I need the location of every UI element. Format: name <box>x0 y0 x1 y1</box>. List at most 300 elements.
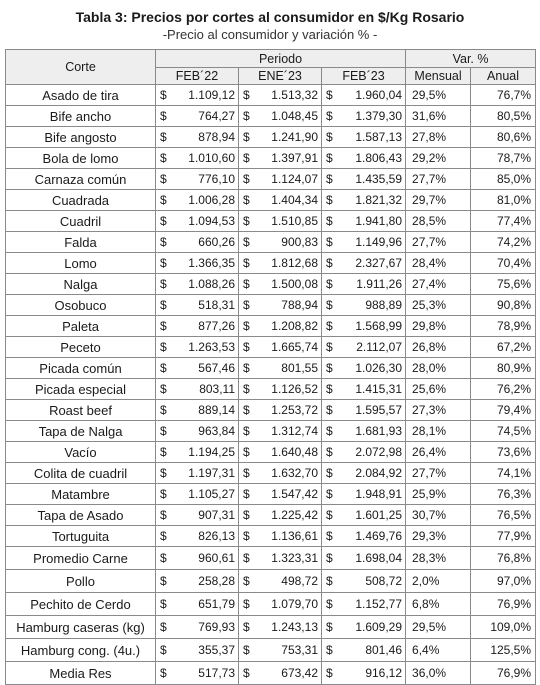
price-value: 877,26 <box>198 319 235 333</box>
cut-name: Paleta <box>6 316 156 337</box>
monthly-variation: 29,7% <box>406 190 471 211</box>
currency-symbol: $ <box>160 551 167 565</box>
currency-symbol: $ <box>243 666 250 680</box>
price-cell <box>156 662 239 685</box>
monthly-variation: 29,8% <box>406 316 471 337</box>
header-anual: Anual <box>471 68 536 85</box>
header-feb23: FEB´23 <box>322 68 406 85</box>
currency-symbol: $ <box>160 88 167 102</box>
monthly-variation: 29,5% <box>406 85 471 106</box>
annual-variation: 80,6% <box>471 127 536 148</box>
price-value: 1.124,07 <box>271 172 318 186</box>
price-cell <box>322 639 406 662</box>
price-cell <box>156 358 239 379</box>
price-cell <box>156 505 239 526</box>
price-cell <box>322 106 406 127</box>
currency-symbol: $ <box>243 508 250 522</box>
header-ene23: ENE´23 <box>239 68 322 85</box>
price-value: 1.510,85 <box>271 214 318 228</box>
table-row <box>6 148 536 169</box>
price-value: 960,61 <box>198 551 235 565</box>
currency-symbol: $ <box>326 382 333 396</box>
currency-symbol: $ <box>160 529 167 543</box>
currency-symbol: $ <box>326 597 333 611</box>
price-value: 1.105,27 <box>188 487 235 501</box>
currency-symbol: $ <box>160 109 167 123</box>
price-cell <box>322 253 406 274</box>
currency-symbol: $ <box>326 620 333 634</box>
table-title: Tabla 3: Precios por cortes al consumidor en $/Kg Rosario <box>75 9 465 25</box>
price-value: 1.109,12 <box>188 88 235 102</box>
table-row <box>6 616 536 639</box>
cut-name: Promedio Carne <box>6 547 156 570</box>
header-mensual: Mensual <box>406 68 471 85</box>
price-value: 826,13 <box>198 529 235 543</box>
currency-symbol: $ <box>243 445 250 459</box>
price-cell <box>239 358 322 379</box>
currency-symbol: $ <box>326 277 333 291</box>
cut-name: Tapa de Asado <box>6 505 156 526</box>
table-row <box>6 106 536 127</box>
price-value: 1.911,26 <box>356 277 403 291</box>
price-cell <box>156 526 239 547</box>
table-row <box>6 639 536 662</box>
currency-symbol: $ <box>160 424 167 438</box>
currency-symbol: $ <box>326 361 333 375</box>
price-value: 660,26 <box>198 235 235 249</box>
price-value: 1.010,60 <box>188 151 235 165</box>
monthly-variation: 2,0% <box>406 570 471 593</box>
price-cell <box>322 442 406 463</box>
price-cell <box>322 400 406 421</box>
header-periodo: Periodo <box>156 50 406 68</box>
price-cell <box>239 148 322 169</box>
price-value: 2.112,07 <box>356 340 403 354</box>
price-value: 1.323,31 <box>271 551 318 565</box>
monthly-variation: 31,6% <box>406 106 471 127</box>
price-cell <box>156 169 239 190</box>
price-cell <box>239 379 322 400</box>
table-row <box>6 379 536 400</box>
price-cell <box>156 639 239 662</box>
price-value: 764,27 <box>198 109 235 123</box>
monthly-variation: 28,1% <box>406 421 471 442</box>
price-value: 1.404,34 <box>271 193 318 207</box>
cut-name: Bola de lomo <box>6 148 156 169</box>
currency-symbol: $ <box>160 643 167 657</box>
currency-symbol: $ <box>243 487 250 501</box>
price-cell <box>322 337 406 358</box>
price-value: 517,73 <box>198 666 235 680</box>
currency-symbol: $ <box>326 235 333 249</box>
annual-variation: 80,5% <box>471 106 536 127</box>
annual-variation: 70,4% <box>471 253 536 274</box>
price-cell <box>322 570 406 593</box>
annual-variation: 67,2% <box>471 337 536 358</box>
currency-symbol: $ <box>243 403 250 417</box>
currency-symbol: $ <box>326 666 333 680</box>
price-cell <box>156 337 239 358</box>
currency-symbol: $ <box>243 620 250 634</box>
annual-variation: 79,4% <box>471 400 536 421</box>
price-value: 963,84 <box>198 424 235 438</box>
price-cell <box>239 463 322 484</box>
price-value: 1.263,53 <box>188 340 235 354</box>
annual-variation: 74,1% <box>471 463 536 484</box>
annual-variation: 76,9% <box>471 593 536 616</box>
price-value: 1.587,13 <box>355 130 403 144</box>
cut-name: Cuadril <box>6 211 156 232</box>
price-value: 1.312,74 <box>271 424 318 438</box>
monthly-variation: 27,3% <box>406 400 471 421</box>
annual-variation: 76,8% <box>471 547 536 570</box>
price-value: 916,12 <box>365 666 403 680</box>
currency-symbol: $ <box>243 109 250 123</box>
price-cell <box>156 421 239 442</box>
annual-variation: 80,9% <box>471 358 536 379</box>
currency-symbol: $ <box>243 361 250 375</box>
price-value: 1.397,91 <box>271 151 318 165</box>
currency-symbol: $ <box>160 130 167 144</box>
price-cell <box>239 85 322 106</box>
currency-symbol: $ <box>326 130 333 144</box>
monthly-variation: 27,4% <box>406 274 471 295</box>
currency-symbol: $ <box>160 361 167 375</box>
price-cell <box>239 442 322 463</box>
currency-symbol: $ <box>326 529 333 543</box>
currency-symbol: $ <box>243 130 250 144</box>
currency-symbol: $ <box>243 574 250 588</box>
price-cell <box>239 400 322 421</box>
price-cell <box>322 421 406 442</box>
cut-name: Hamburg caseras (kg) <box>6 616 156 639</box>
currency-symbol: $ <box>326 574 333 588</box>
price-cell <box>322 616 406 639</box>
cut-name: Roast beef <box>6 400 156 421</box>
price-cell <box>156 593 239 616</box>
currency-symbol: $ <box>326 340 333 354</box>
price-cell <box>322 190 406 211</box>
currency-symbol: $ <box>160 445 167 459</box>
currency-symbol: $ <box>243 151 250 165</box>
price-cell <box>322 505 406 526</box>
price-value: 769,93 <box>198 620 235 634</box>
price-cell <box>322 358 406 379</box>
price-value: 900,83 <box>281 235 318 249</box>
table-row <box>6 85 536 106</box>
price-value: 1.026,30 <box>355 361 403 375</box>
monthly-variation: 36,0% <box>406 662 471 685</box>
monthly-variation: 27,7% <box>406 169 471 190</box>
price-cell <box>156 484 239 505</box>
price-value: 1.469,76 <box>355 529 403 543</box>
price-value: 801,55 <box>281 361 318 375</box>
price-value: 1.948,91 <box>355 487 403 501</box>
monthly-variation: 25,6% <box>406 379 471 400</box>
currency-symbol: $ <box>326 151 333 165</box>
currency-symbol: $ <box>326 319 333 333</box>
currency-symbol: $ <box>243 193 250 207</box>
currency-symbol: $ <box>160 574 167 588</box>
price-value: 1.960,04 <box>355 88 403 102</box>
price-value: 1.812,68 <box>271 256 318 270</box>
price-value: 801,46 <box>365 643 403 657</box>
annual-variation: 74,5% <box>471 421 536 442</box>
price-value: 567,46 <box>198 361 235 375</box>
table-body <box>6 85 536 685</box>
price-value: 2.327,67 <box>355 256 403 270</box>
table-subtitle: -Precio al consumidor y variación % - <box>162 27 378 42</box>
price-value: 1.632,70 <box>271 466 318 480</box>
annual-variation: 76,5% <box>471 505 536 526</box>
price-value: 753,31 <box>281 643 318 657</box>
table-row <box>6 505 536 526</box>
price-value: 1.152,77 <box>355 597 403 611</box>
price-value: 1.568,99 <box>355 319 403 333</box>
price-cell <box>156 85 239 106</box>
price-value: 1.595,57 <box>355 403 403 417</box>
table-row <box>6 526 536 547</box>
price-cell <box>156 463 239 484</box>
price-value: 1.366,35 <box>188 256 235 270</box>
cut-name: Matambre <box>6 484 156 505</box>
currency-symbol: $ <box>243 298 250 312</box>
table-row <box>6 232 536 253</box>
price-value: 2.072,98 <box>355 445 403 459</box>
table-row <box>6 253 536 274</box>
price-cell <box>239 662 322 685</box>
price-value: 1.806,43 <box>355 151 403 165</box>
currency-symbol: $ <box>326 643 333 657</box>
price-value: 776,10 <box>198 172 235 186</box>
price-cell <box>239 253 322 274</box>
monthly-variation: 27,7% <box>406 463 471 484</box>
cut-name: Vacío <box>6 442 156 463</box>
price-value: 1.048,45 <box>271 109 318 123</box>
header-corte: Corte <box>6 50 156 85</box>
currency-symbol: $ <box>243 214 250 228</box>
annual-variation: 76,2% <box>471 379 536 400</box>
currency-symbol: $ <box>326 298 333 312</box>
price-cell <box>156 211 239 232</box>
monthly-variation: 28,0% <box>406 358 471 379</box>
price-cell <box>239 106 322 127</box>
currency-symbol: $ <box>326 551 333 565</box>
price-value: 1.941,80 <box>355 214 403 228</box>
table-row <box>6 400 536 421</box>
price-value: 258,28 <box>198 574 235 588</box>
price-cell <box>156 127 239 148</box>
price-cell <box>322 463 406 484</box>
price-value: 1.415,31 <box>355 382 403 396</box>
price-value: 788,94 <box>281 298 318 312</box>
price-value: 2.084,92 <box>355 466 403 480</box>
cut-name: Pollo <box>6 570 156 593</box>
cut-name: Peceto <box>6 337 156 358</box>
cut-name: Carnaza común <box>6 169 156 190</box>
table-row <box>6 127 536 148</box>
monthly-variation: 6,4% <box>406 639 471 662</box>
price-value: 1.609,29 <box>355 620 403 634</box>
price-cell <box>239 316 322 337</box>
table-row <box>6 295 536 316</box>
price-value: 1.194,25 <box>188 445 235 459</box>
price-value: 1.821,32 <box>355 193 403 207</box>
price-value: 673,42 <box>281 666 318 680</box>
price-cell <box>156 547 239 570</box>
monthly-variation: 27,8% <box>406 127 471 148</box>
price-cell <box>239 616 322 639</box>
price-cell <box>322 148 406 169</box>
price-cell <box>322 169 406 190</box>
currency-symbol: $ <box>160 620 167 634</box>
price-cell <box>322 526 406 547</box>
price-cell <box>239 421 322 442</box>
prices-table <box>5 49 536 685</box>
price-value: 1.435,59 <box>355 172 403 186</box>
currency-symbol: $ <box>160 466 167 480</box>
currency-symbol: $ <box>160 382 167 396</box>
annual-variation: 125,5% <box>471 639 536 662</box>
table-row <box>6 570 536 593</box>
monthly-variation: 25,9% <box>406 484 471 505</box>
currency-symbol: $ <box>160 277 167 291</box>
currency-symbol: $ <box>243 340 250 354</box>
table-row <box>6 211 536 232</box>
currency-symbol: $ <box>326 214 333 228</box>
currency-symbol: $ <box>160 298 167 312</box>
price-cell <box>239 570 322 593</box>
price-value: 1.126,52 <box>271 382 318 396</box>
currency-symbol: $ <box>326 256 333 270</box>
currency-symbol: $ <box>326 487 333 501</box>
price-value: 1.197,31 <box>188 466 235 480</box>
currency-symbol: $ <box>243 643 250 657</box>
monthly-variation: 27,7% <box>406 232 471 253</box>
table-row <box>6 421 536 442</box>
currency-symbol: $ <box>326 88 333 102</box>
price-cell <box>239 211 322 232</box>
price-value: 1.149,96 <box>355 235 403 249</box>
price-cell <box>156 379 239 400</box>
price-cell <box>322 295 406 316</box>
price-cell <box>156 616 239 639</box>
cut-name: Picada especial <box>6 379 156 400</box>
price-cell <box>239 505 322 526</box>
table-row <box>6 169 536 190</box>
price-value: 988,89 <box>365 298 403 312</box>
price-value: 1.006,28 <box>188 193 235 207</box>
cut-name: Tapa de Nalga <box>6 421 156 442</box>
currency-symbol: $ <box>160 487 167 501</box>
currency-symbol: $ <box>160 597 167 611</box>
price-cell <box>156 570 239 593</box>
price-value: 1.640,48 <box>271 445 318 459</box>
price-cell <box>239 484 322 505</box>
cut-name: Hamburg cong. (4u.) <box>6 639 156 662</box>
table-row <box>6 358 536 379</box>
price-value: 907,31 <box>198 508 235 522</box>
monthly-variation: 26,4% <box>406 442 471 463</box>
monthly-variation: 26,8% <box>406 337 471 358</box>
price-value: 1.601,25 <box>355 508 403 522</box>
currency-symbol: $ <box>160 319 167 333</box>
currency-symbol: $ <box>326 172 333 186</box>
currency-symbol: $ <box>326 109 333 123</box>
annual-variation: 75,6% <box>471 274 536 295</box>
annual-variation: 81,0% <box>471 190 536 211</box>
price-value: 1.136,61 <box>271 529 318 543</box>
price-value: 803,11 <box>199 382 235 396</box>
cut-name: Lomo <box>6 253 156 274</box>
table-row <box>6 316 536 337</box>
monthly-variation: 28,5% <box>406 211 471 232</box>
price-value: 1.681,93 <box>355 424 403 438</box>
price-cell <box>322 484 406 505</box>
annual-variation: 74,2% <box>471 232 536 253</box>
price-value: 1.500,08 <box>271 277 318 291</box>
price-cell <box>239 169 322 190</box>
price-value: 498,72 <box>281 574 318 588</box>
currency-symbol: $ <box>160 193 167 207</box>
price-value: 878,94 <box>198 130 235 144</box>
currency-symbol: $ <box>160 666 167 680</box>
table-row <box>6 662 536 685</box>
annual-variation: 85,0% <box>471 169 536 190</box>
cut-name: Bife ancho <box>6 106 156 127</box>
annual-variation: 73,6% <box>471 442 536 463</box>
monthly-variation: 29,2% <box>406 148 471 169</box>
annual-variation: 109,0% <box>471 616 536 639</box>
price-cell <box>156 232 239 253</box>
currency-symbol: $ <box>160 340 167 354</box>
price-value: 1.208,82 <box>271 319 318 333</box>
price-cell <box>156 106 239 127</box>
currency-symbol: $ <box>243 466 250 480</box>
table-row <box>6 337 536 358</box>
price-cell <box>156 316 239 337</box>
cut-name: Bife angosto <box>6 127 156 148</box>
price-value: 1.379,30 <box>355 109 403 123</box>
currency-symbol: $ <box>160 403 167 417</box>
currency-symbol: $ <box>243 319 250 333</box>
price-value: 518,31 <box>198 298 235 312</box>
currency-symbol: $ <box>326 424 333 438</box>
price-value: 1.243,13 <box>271 620 318 634</box>
cut-name: Colita de cuadril <box>6 463 156 484</box>
price-cell <box>156 442 239 463</box>
currency-symbol: $ <box>326 445 333 459</box>
price-cell <box>239 337 322 358</box>
table-row <box>6 442 536 463</box>
currency-symbol: $ <box>160 151 167 165</box>
monthly-variation: 28,3% <box>406 547 471 570</box>
annual-variation: 97,0% <box>471 570 536 593</box>
cut-name: Tortuguita <box>6 526 156 547</box>
cut-name: Osobuco <box>6 295 156 316</box>
cut-name: Picada común <box>6 358 156 379</box>
price-cell <box>156 274 239 295</box>
price-cell <box>322 85 406 106</box>
cut-name: Nalga <box>6 274 156 295</box>
price-value: 889,14 <box>198 403 235 417</box>
price-cell <box>322 127 406 148</box>
header-feb22: FEB´22 <box>156 68 239 85</box>
price-cell <box>239 593 322 616</box>
price-value: 1.698,04 <box>355 551 403 565</box>
price-value: 1.225,42 <box>271 508 318 522</box>
table-row <box>6 463 536 484</box>
